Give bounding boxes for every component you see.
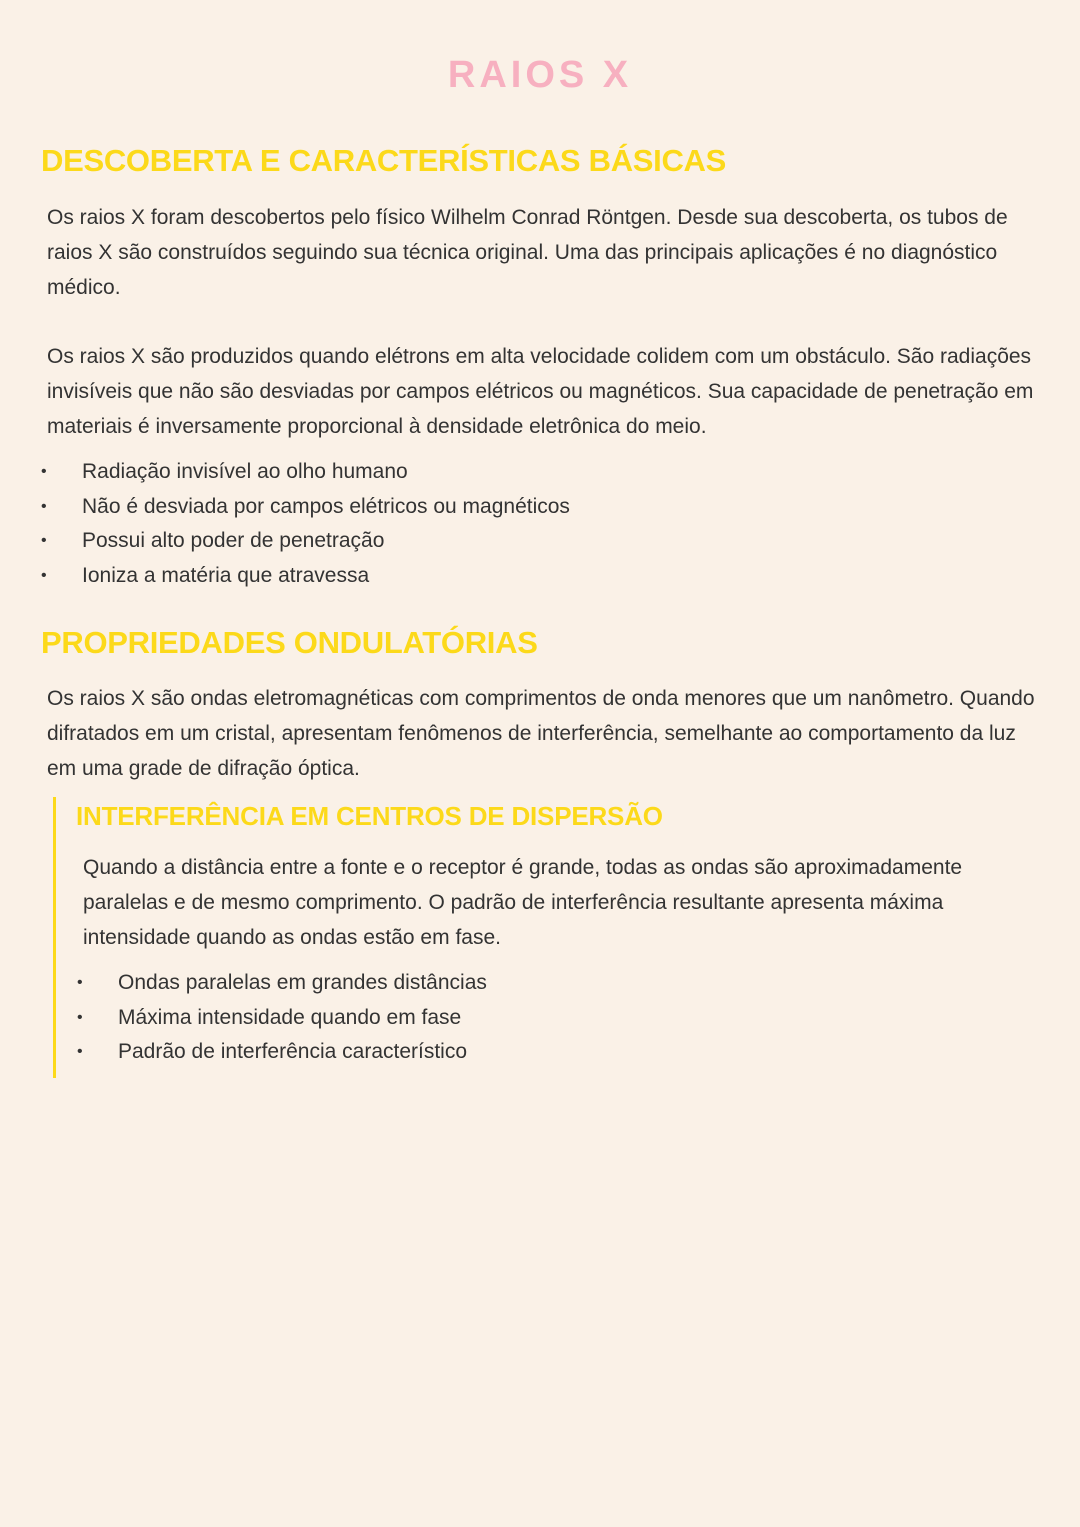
list-item-text: Possui alto poder de penetração (82, 529, 385, 553)
list-item (41, 455, 570, 490)
list-item-text: Ondas paralelas em grandes distâncias (118, 971, 487, 994)
list-item (77, 1035, 487, 1070)
list-item-text: Padrão de interferência característico (118, 1040, 468, 1064)
list-item (41, 490, 570, 525)
section2-paragraph: Os raios X são ondas eletromagnéticas com comprimentos de onda menores que um nanômetro. Quando difratados em um cristal, apresentam fenômenos de interferência, semelhante ao comportamento da luz em uma grade de difração óptica. (47, 687, 1035, 780)
list-item (77, 1001, 487, 1036)
bullet-icon: • (77, 974, 83, 991)
list-item (41, 559, 570, 594)
bullet-icon: • (77, 1008, 83, 1026)
section1-paragraph-1: Os raios X foram descobertos pelo físico Wilhelm Conrad Röntgen. Desde sua descoberta, os tubos de raios X são construídos seguindo sua técnica original. Uma das principais aplicações é no diagnóstico médico. (47, 206, 1008, 299)
bullet-icon: • (41, 497, 47, 515)
bullet-icon: • (41, 567, 47, 585)
section1-paragraph-2: Os raios X são produzidos quando elétrons em alta velocidade colidem com um obstáculo. São radiações invisíveis que não são desviadas por campos elétricos ou magnéticos. Sua capacidade de penetração em materiais é inversamente proporcional à densidade eletrônica do meio. (47, 345, 1034, 438)
subsection-paragraph: Quando a distância entre a fonte e o receptor é grande, todas as ondas são aproximadamente paralelas e de mesmo comprimento. O padrão de interferência resultante apresenta máxima intensidade quando as ondas estão em fase. (83, 856, 963, 949)
list-item-text: Ioniza a matéria que atravessa (82, 564, 370, 588)
section1-bullet-list (41, 455, 570, 594)
callout-border (53, 797, 56, 1078)
section-heading-propriedades: PROPRIEDADES ONDULATÓRIAS (41, 625, 538, 660)
subsection-bullet-list (77, 966, 487, 1070)
list-item-text: Não é desviada por campos elétricos ou magnéticos (82, 494, 570, 518)
list-item (77, 966, 487, 1001)
list-item-text: Radiação invisível ao olho humano (82, 460, 408, 483)
bullet-icon: • (77, 1043, 83, 1061)
bullet-icon: • (41, 532, 47, 550)
list-item (41, 524, 570, 559)
subsection-heading-interferencia: INTERFERÊNCIA EM CENTROS DE DISPERSÃO (76, 801, 663, 831)
section-heading-descoberta: DESCOBERTA E CARACTERÍSTICAS BÁSICAS (41, 143, 727, 178)
bullet-icon: • (41, 463, 47, 480)
list-item-text: Máxima intensidade quando em fase (118, 1005, 462, 1029)
page-title: RAIOS X (447, 54, 633, 96)
